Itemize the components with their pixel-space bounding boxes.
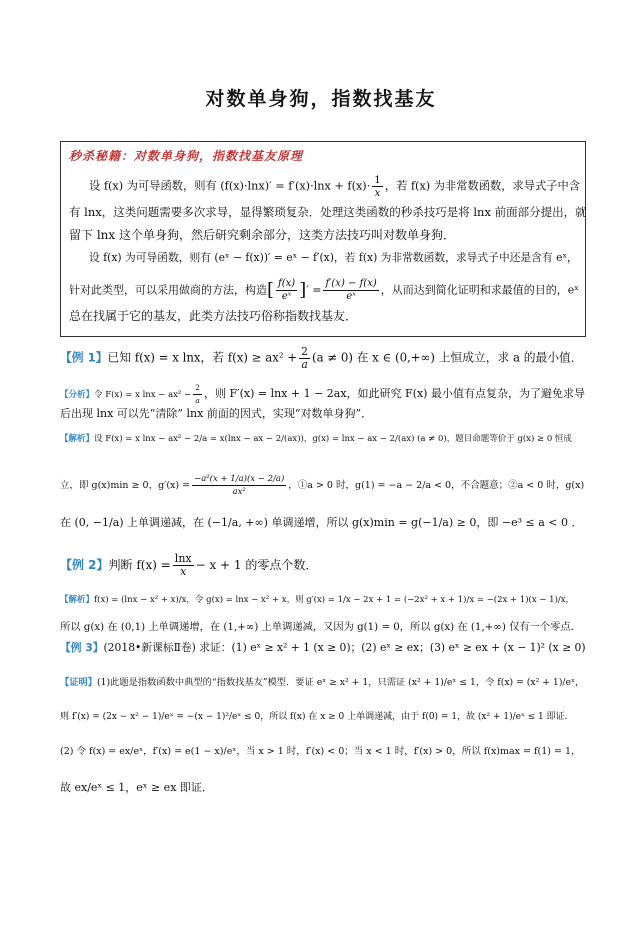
example-tag: 【例 3】 bbox=[60, 641, 104, 654]
example-2: 【例 2】判断 f(x) = $\frac{\ln x}{x}$ − x + 1 的零点个数． bbox=[60, 552, 318, 578]
box-paragraph-2: 有 lnx，这类问题需要多次求导，显得繁琐复杂．处理这类函数的秒杀技巧是将 lnx 前面部分提出，就 bbox=[69, 205, 587, 219]
analysis-1-line-2: 后出现 lnx 可以先“清除” lnx 前面的因式，实现“对数单身狗”． bbox=[60, 407, 373, 420]
solution-1-line-2: 立，即 g(x)min ≥ 0，g′(x) = $\frac{\text{−a²(x + 1/a)(x − 2/a)}}{\text{ax²}}$ ，①a > 0 时，g(1) = −a − 2/a < 0，不合题意；②a < 0 时，g(x) bbox=[60, 474, 585, 497]
solution-2-line-2: 所以 g(x) 在 (0,1) 上单调递增，在 (1,+∞) 上单调递减，又因为 g(1) = 0，所以 g(x) 在 (1,+∞) 仅有一个零点． bbox=[60, 621, 581, 633]
box-paragraph-5: 针对此类型，可以采用做商的方法，构造[ $\frac{f(x)}{\text{eˣ}}$ ]′ = $\frac{f'(x) - f(x)}{\text{eˣ}}$ ，从而达到简化证明和求最值的目的，eˣ bbox=[69, 278, 579, 302]
example-tag: 【例 2】 bbox=[60, 558, 109, 572]
solution-1-line-1: 【解析】设 F(x) = x lnx − ax² − 2/a = x(lnx − ax − 2/(ax))，g(x) = lnx − ax − 2/(ax) (a ≠ 0)，题目命题等价于 g(x) ≥ 0 恒成 bbox=[60, 434, 572, 444]
solution-1-line-3: 在 (0, −1/a) 上单调递减，在 (−1/a, +∞) 单调递增，所以 g(x)min = g(−1/a) ≥ 0，即 −e³ ≤ a < 0 ． bbox=[60, 516, 583, 529]
example-1: 【例 1】已知 f(x) = x lnx，若 f(x) ≥ ax² + $\frac{2}{a}$ (a ≠ 0) 在 x ∈ (0,+∞) 上恒成立，求 a 的最小值． bbox=[60, 345, 583, 371]
box-paragraph-4: 设 f(x) 为可导函数，则有 (eˣ − f(x))′ = eˣ − f′(x)，若 f(x) 为非常数函数，求导式子中还是含有 eˣ， bbox=[89, 251, 578, 264]
page-title: 对数单身狗，指数找基友 bbox=[205, 88, 437, 110]
proof-3-line-3: (2) 令 f(x) = ex/eˣ，f′(x) = e(1 − x)/eˣ，当 x > 1 时，f′(x) < 0；当 x < 1 时，f′(x) > 0，所以 f(x)max = f(1) = 1， bbox=[60, 746, 581, 757]
box-paragraph-6: 总在找属于它的基友，此类方法技巧俗称指数找基友． bbox=[69, 309, 358, 323]
example-3: 【例 3】(2018•新课标Ⅱ卷) 求证：(1) eˣ ≥ x² + 1 (x ≥ 0)；(2) eˣ ≥ ex；(3) eˣ ≥ ex + (x − 1)² (x ≥ 0) bbox=[60, 641, 586, 654]
box-paragraph-3: 留下 lnx 这个单身狗，然后研究剩余部分，这类方法技巧叫对数单身狗． bbox=[69, 228, 455, 242]
box-heading: 秒杀秘籍：对数单身狗，指数找基友原理 bbox=[69, 149, 304, 163]
proof-3-line-4: 故 ex/eˣ ≤ 1，eˣ ≥ ex 即证． bbox=[60, 781, 213, 794]
analysis-tag: 【分析】 bbox=[60, 390, 95, 400]
solution-tag: 【解析】 bbox=[60, 595, 95, 605]
proof-3-line-2: 则 f′(x) = (2x − x² − 1)/eˣ = −(x − 1)²/eˣ ≤ 0，所以 f(x) 在 x ≥ 0 上单调递减，由于 f(0) = 1，故 (x² + 1)/eˣ ≤ 1 即证． bbox=[60, 712, 574, 722]
solution-2-line-1: 【解析】f(x) = (lnx − x² + x)/x，令 g(x) = lnx − x² + x，则 g′(x) = 1/x − 2x + 1 = (−2x² + x + 1)/x = −(2x + 1)(x − 1)/x， bbox=[60, 595, 575, 605]
box-paragraph-1: 设 f(x) 为可导函数，则有 (f(x)·lnx)′ = f′(x)·lnx + f(x)· $\frac{1}{x}$ ，若 f(x) 为非常数函数，求导式子中含 bbox=[89, 174, 581, 199]
solution-tag: 【解析】 bbox=[60, 434, 95, 444]
secret-method-box bbox=[60, 141, 586, 337]
proof-tag: 【证明】 bbox=[60, 677, 97, 688]
fraction: $\frac{1}{x}$ bbox=[374, 174, 381, 199]
proof-3-line-1: 【证明】(1)此题是指数函数中典型的“指数找基友”模型．要证 eˣ ≥ x² + 1，只需证 (x² + 1)/eˣ ≤ 1，令 f(x) = (x² + 1)/eˣ， bbox=[60, 677, 585, 688]
analysis-1-line-1: 【分析】令 F(x) = x lnx − ax² − $\frac{2}{a}$ ，则 F′(x) = lnx + 1 − 2ax，如此研究 F(x) 最小值有点复杂，为了避免求导 bbox=[60, 383, 585, 405]
example-tag: 【例 1】 bbox=[60, 350, 108, 365]
